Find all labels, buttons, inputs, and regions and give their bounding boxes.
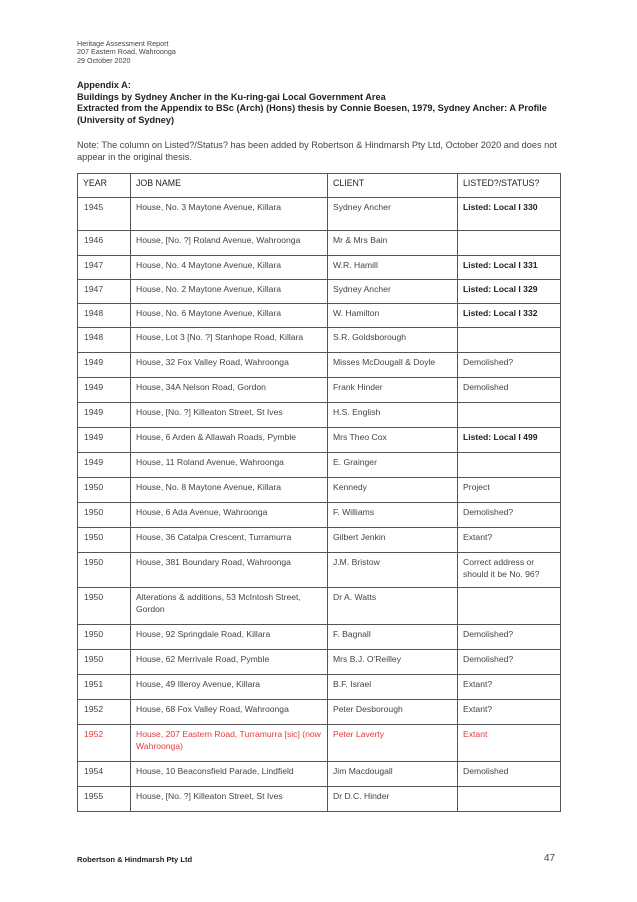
cell-job-name: House, 34A Nelson Road, Gordon <box>131 378 328 403</box>
cell-job-name: House, 32 Fox Valley Road, Wahroonga <box>131 353 328 378</box>
table-row <box>78 625 561 650</box>
cell-status: Correct address or should it be No. 96? <box>458 553 561 588</box>
cell-year: 1950 <box>78 553 131 588</box>
column-header-year: YEAR <box>78 174 131 198</box>
page-number: 47 <box>544 853 556 864</box>
cell-job-name: House, [No. ?] Killeaton Street, St Ives <box>131 403 328 428</box>
cell-year: 1948 <box>78 304 131 328</box>
cell-job-name: House, 68 Fox Valley Road, Wahroonga <box>131 700 328 725</box>
header-report-title: Heritage Assessment Report <box>77 39 169 48</box>
cell-job-name: House, Lot 3 [No. ?] Stanhope Road, Killara <box>131 328 328 353</box>
cell-status <box>458 328 561 353</box>
column-header-client: CLIENT <box>328 174 458 198</box>
table-body <box>78 198 561 812</box>
table-row <box>78 650 561 675</box>
cell-status: Listed: Local I 331 <box>458 256 561 280</box>
cell-year: 1954 <box>78 762 131 787</box>
cell-year: 1949 <box>78 378 131 403</box>
cell-year: 1950 <box>78 528 131 553</box>
cell-job-name: Alterations & additions, 53 McIntosh Street, Gordon <box>131 588 328 625</box>
cell-job-name: House, 62 Merrivale Road, Pymble <box>131 650 328 675</box>
cell-year: 1950 <box>78 478 131 503</box>
cell-client: Mrs B.J. O'Reilley <box>328 650 458 675</box>
table-row <box>78 428 561 453</box>
cell-status: Listed: Local I 330 <box>458 198 561 231</box>
table-row <box>78 231 561 256</box>
table-note: Note: The column on Listed?/Status? has been added by Robertson & Hindmarsh Pty Ltd, October 2020 and does not appear in the original thesis. <box>77 140 557 162</box>
table-row <box>78 787 561 812</box>
cell-client: E. Grainger <box>328 453 458 478</box>
cell-year: 1945 <box>78 198 131 231</box>
cell-job-name: House, 207 Eastern Road, Turramurra [sic] (now Wahroonga) <box>131 725 328 762</box>
cell-year: 1950 <box>78 588 131 625</box>
cell-client: J.M. Bristow <box>328 553 458 588</box>
cell-year: 1946 <box>78 231 131 256</box>
cell-year: 1950 <box>78 650 131 675</box>
cell-client: S.R. Goldsborough <box>328 328 458 353</box>
cell-status: Demolished? <box>458 353 561 378</box>
cell-status: Project <box>458 478 561 503</box>
cell-year: 1947 <box>78 280 131 304</box>
cell-client: Dr D.C. Hinder <box>328 787 458 812</box>
cell-job-name: House, 6 Ada Avenue, Wahroonga <box>131 503 328 528</box>
table-row <box>78 328 561 353</box>
table-row <box>78 700 561 725</box>
appendix-title <box>77 80 567 126</box>
table-row <box>78 762 561 787</box>
cell-year: 1948 <box>78 328 131 353</box>
buildings-table <box>77 173 561 812</box>
cell-client: H.S. English <box>328 403 458 428</box>
cell-status: Listed: Local I 329 <box>458 280 561 304</box>
appendix-source: Extracted from the Appendix to BSc (Arch) (Hons) thesis by Connie Boesen, 1979, Sydney Ancher: A Profile <box>77 103 547 114</box>
table-row <box>78 280 561 304</box>
cell-status: Listed: Local I 499 <box>458 428 561 453</box>
cell-year: 1949 <box>78 353 131 378</box>
cell-year: 1950 <box>78 625 131 650</box>
table-row <box>78 453 561 478</box>
table-row <box>78 353 561 378</box>
cell-job-name: House, 10 Beaconsfield Parade, Lindfield <box>131 762 328 787</box>
cell-status <box>458 588 561 625</box>
cell-job-name: House, No. 3 Maytone Avenue, Killara <box>131 198 328 231</box>
header-date: 29 October 2020 <box>77 55 131 65</box>
appendix-university: (University of Sydney) <box>77 114 175 125</box>
cell-client: Jim Macdougall <box>328 762 458 787</box>
table-row <box>78 403 561 428</box>
appendix-heading: Buildings by Sydney Ancher in the Ku-ring-gai Local Government Area <box>77 91 386 102</box>
table-row <box>78 528 561 553</box>
cell-client: F. Bagnall <box>328 625 458 650</box>
cell-client: W. Hamilton <box>328 304 458 328</box>
cell-year: 1949 <box>78 453 131 478</box>
cell-status <box>458 403 561 428</box>
cell-year: 1949 <box>78 403 131 428</box>
header-address: 207 Eastern Road, Wahroonga <box>77 47 176 57</box>
cell-job-name: House, No. 6 Maytone Avenue, Killara <box>131 304 328 328</box>
table-row <box>78 675 561 700</box>
cell-status: Extant? <box>458 675 561 700</box>
cell-client: Sydney Ancher <box>328 280 458 304</box>
cell-job-name: House, 92 Springdale Road, Killara <box>131 625 328 650</box>
cell-job-name: House, No. 4 Maytone Avenue, Killara <box>131 256 328 280</box>
table-row <box>78 256 561 280</box>
cell-status <box>458 453 561 478</box>
table-row <box>78 503 561 528</box>
appendix-label: Appendix A: <box>77 80 131 90</box>
cell-status <box>458 231 561 256</box>
cell-status <box>458 787 561 812</box>
cell-job-name: House, 11 Roland Avenue, Wahroonga <box>131 453 328 478</box>
cell-year: 1951 <box>78 675 131 700</box>
cell-job-name: House, 381 Boundary Road, Wahroonga <box>131 553 328 588</box>
cell-job-name: House, [No. ?] Roland Avenue, Wahroonga <box>131 231 328 256</box>
cell-client: B.F. Israel <box>328 675 458 700</box>
table-row <box>78 304 561 328</box>
column-header-status: LISTED?/STATUS? <box>458 174 561 198</box>
cell-year: 1952 <box>78 725 131 762</box>
cell-status: Demolished <box>458 378 561 403</box>
table-row <box>78 378 561 403</box>
cell-year: 1955 <box>78 787 131 812</box>
cell-job-name: House, 49 Illeroy Avenue, Killara <box>131 675 328 700</box>
table-row <box>78 198 561 231</box>
cell-client: Sydney Ancher <box>328 198 458 231</box>
cell-job-name: House, No. 8 Maytone Avenue, Killara <box>131 478 328 503</box>
cell-job-name: House, 36 Catalpa Crescent, Turramurra <box>131 528 328 553</box>
running-header <box>77 40 176 65</box>
cell-client: Frank Hinder <box>328 378 458 403</box>
cell-status: Extant <box>458 725 561 762</box>
cell-status: Extant? <box>458 700 561 725</box>
cell-status: Demolished <box>458 762 561 787</box>
cell-client: F. Williams <box>328 503 458 528</box>
cell-year: 1952 <box>78 700 131 725</box>
table-header-row <box>78 174 561 198</box>
cell-status: Extant? <box>458 528 561 553</box>
table-row <box>78 553 561 588</box>
cell-client: Peter Laverty <box>328 725 458 762</box>
cell-year: 1949 <box>78 428 131 453</box>
cell-client: Dr A. Watts <box>328 588 458 625</box>
cell-client: Mrs Theo Cox <box>328 428 458 453</box>
table-row <box>78 725 561 762</box>
cell-job-name: House, [No. ?] Killeaton Street, St Ives <box>131 787 328 812</box>
cell-status: Demolished? <box>458 650 561 675</box>
footer-company: Robertson & Hindmarsh Pty Ltd <box>77 855 193 864</box>
cell-job-name: House, No. 2 Maytone Avenue, Killara <box>131 280 328 304</box>
table-row <box>78 588 561 625</box>
cell-client: Gilbert Jenkin <box>328 528 458 553</box>
cell-client: Misses McDougall & Doyle <box>328 353 458 378</box>
cell-status: Demolished? <box>458 625 561 650</box>
cell-year: 1947 <box>78 256 131 280</box>
cell-status: Demolished? <box>458 503 561 528</box>
column-header-job-name: JOB NAME <box>131 174 328 198</box>
cell-year: 1950 <box>78 503 131 528</box>
cell-job-name: House, 6 Arden & Allawah Roads, Pymble <box>131 428 328 453</box>
cell-client: Kennedy <box>328 478 458 503</box>
cell-client: W.R. Hamill <box>328 256 458 280</box>
cell-client: Peter Desborough <box>328 700 458 725</box>
table-row <box>78 478 561 503</box>
cell-status: Listed: Local I 332 <box>458 304 561 328</box>
cell-client: Mr & Mrs Bain <box>328 231 458 256</box>
